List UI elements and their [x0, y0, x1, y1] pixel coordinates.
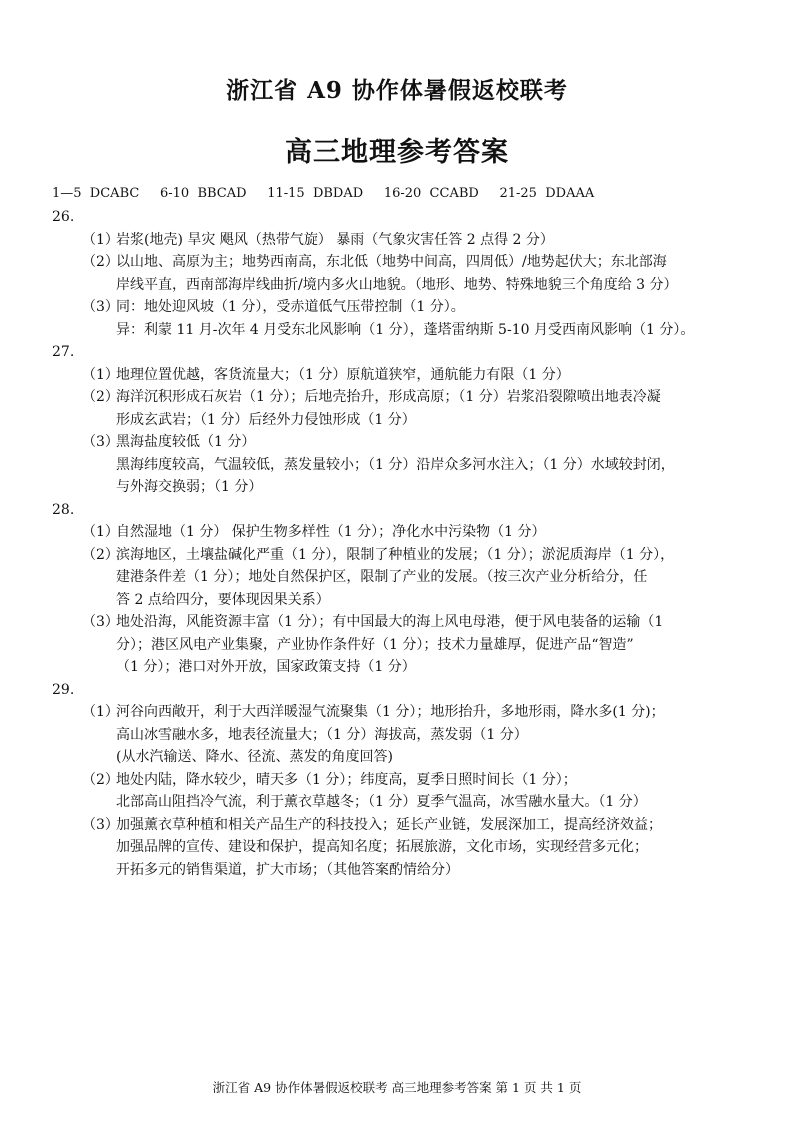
- answer-item: [52, 521, 752, 544]
- answer-text: 地理位置优越，客货流量大；（1 分）原航道狭窄，通航能力有限（1 分）: [116, 366, 570, 383]
- answer-text: 自然湿地（1 分） 保护生物多样性（1 分）；净化水中污染物（1 分）: [116, 524, 546, 540]
- answer-text: 异：利蒙 11 月-次年 4 月受东北风影响（1 分），蓬塔雷纳斯 5-10 月受西南风影响（1 分）。: [116, 321, 695, 338]
- answer-text: 黑海盐度较低（1 分）: [116, 434, 256, 450]
- answer-text: 岩浆(地壳) 旱灾 飓风（热带气旋） 暴雨（气象灾害任答 2 点得 2 分）: [116, 231, 554, 248]
- answer-item: [52, 364, 752, 387]
- answer-key-title: 高三地理参考答案: [285, 137, 509, 168]
- answer-item: [52, 431, 752, 454]
- answer-item: [52, 386, 752, 409]
- question-number: 28.: [52, 501, 75, 518]
- answer-text: 地处内陆，降水较少，晴天多（1 分）；纬度高，夏季日照时间长（1 分）；: [116, 771, 577, 788]
- question-number: 26.: [52, 209, 75, 225]
- answer-text: 形成玄武岩；（1 分）后经外力侵蚀形成（1 分）: [116, 411, 416, 428]
- answer-text: 建港条件差（1 分）；地处自然保护区，限制了产业的发展。（按三次产业分析给分，任: [116, 569, 648, 585]
- item-label: （3）: [82, 816, 119, 833]
- answer-item: [52, 769, 752, 792]
- answer-text: 地处沿海，风能资源丰富（1 分）；有中国最大的海上风电母港，便于风电装备的运输（1: [116, 614, 664, 630]
- answer-text: 滨海地区，土壤盐碱化严重（1 分），限制了种植业的发展；（1 分）；淤泥质海岸（1 分），: [116, 546, 675, 563]
- answer-text: 黑海纬度较高，气温较低，蒸发量较小；（1 分）沿岸众多河水注入；（1 分）水域较封闭，: [116, 456, 675, 473]
- answer-text: （1 分）；港口对外开放，国家政策支持（1 分）: [116, 659, 416, 675]
- answer-text: 以山地、高原为主；地势西南高，东北低（地势中间高，四周低）/地势起伏大；东北部海: [116, 254, 667, 270]
- answer-item: [52, 544, 752, 567]
- exam-title: 浙江省 A9 协作体暑假返校联考: [226, 77, 568, 104]
- item-label: （3）: [82, 434, 119, 450]
- answer-text: 开拓多元的销售渠道，扩大市场；（其他答案酌情给分）: [116, 861, 459, 878]
- item-label: （2）: [82, 546, 119, 563]
- answer-text: 岸线平直，西南部海岸线曲折/境内多火山地貌。（地形、地势、特殊地貌三个角度给 3 分）: [116, 276, 678, 293]
- item-label: （1）: [82, 366, 119, 383]
- answer-text: 高山冰雪融水多，地表径流量大；（1 分）海拔高，蒸发弱（1 分）: [116, 726, 528, 743]
- answer-body: [52, 206, 752, 881]
- answer-item: [52, 296, 752, 319]
- item-label: （1）: [82, 524, 119, 540]
- item-label: （1）: [82, 231, 119, 248]
- answer-text: 同：地处迎风坡（1 分），受赤道低气压带控制（1 分）。: [116, 299, 465, 315]
- answer-item: [52, 229, 752, 252]
- answer-text: 与外海交换弱；（1 分）: [116, 479, 263, 495]
- page-footer: 浙江省 A9 协作体暑假返校联考 高三地理参考答案 第 1 页 共 1 页: [212, 1080, 582, 1095]
- item-label: （2）: [82, 254, 119, 270]
- answer-text: 海洋沉积形成石灰岩（1 分）；后地壳抬升，形成高原；（1 分）岩浆沿裂隙喷出地表冷凝: [116, 389, 661, 405]
- answer-text: 答 2 点给四分，要体现因果关系）: [116, 591, 330, 608]
- answer-item: [52, 611, 752, 634]
- answer-text: (从水汽输送、降水、径流、蒸发的角度回答): [116, 749, 393, 765]
- answer-text: 北部高山阻挡冷气流，利于薰衣草越冬；（1 分）夏季气温高，冰雪融水量大。（1 分）: [116, 794, 647, 810]
- answer-text: 分）；港区风电产业集聚，产业协作条件好（1 分）；技术力量雄厚，促进产品“智造”: [116, 636, 634, 653]
- item-label: （3）: [82, 299, 119, 315]
- answer-item: [52, 701, 752, 724]
- answer-item: [52, 814, 752, 837]
- multiple-choice-answers: 1—5 DCABC 6-10 BBCAD 11-15 DBDAD 16-20 CCABD 21-25 DDAAA: [52, 186, 595, 201]
- question-number: 29.: [52, 681, 75, 698]
- answer-text: 加强薰衣草种植和相关产品生产的科技投入；延长产业链，发展深加工，提高经济效益；: [116, 816, 662, 833]
- item-label: （3）: [82, 614, 119, 630]
- answer-text: 河谷向西敞开，利于大西洋暖湿气流聚集（1 分）；地形抬升，多地形雨，降水多(1 分)；: [116, 704, 665, 720]
- item-label: （1）: [82, 704, 119, 720]
- question-number: 27.: [52, 344, 75, 360]
- answer-text: 加强品牌的宣传、建设和保护，提高知名度；拓展旅游，文化市场，实现经营多元化；: [116, 839, 648, 855]
- item-label: （2）: [82, 771, 119, 788]
- answer-item: [52, 251, 752, 274]
- item-label: （2）: [82, 389, 119, 405]
